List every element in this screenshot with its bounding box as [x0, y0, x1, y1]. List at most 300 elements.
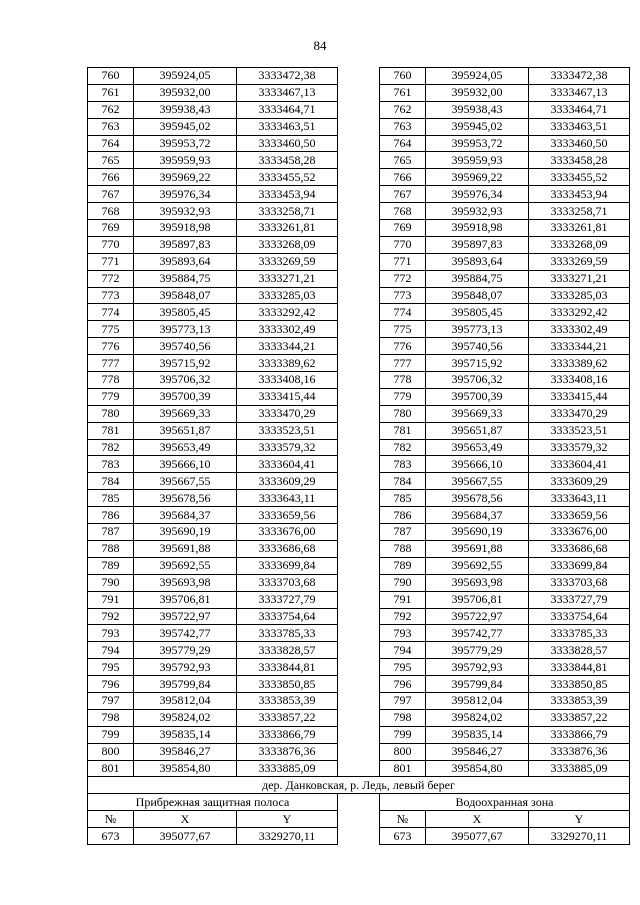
table-row	[88, 186, 630, 203]
x-value-right: 395897,83	[426, 236, 529, 253]
point-number-left: 788	[88, 540, 134, 557]
point-number-right: 783	[380, 456, 426, 473]
point-number-left: 780	[88, 405, 134, 422]
point-number-right: 762	[380, 101, 426, 118]
y-value-left: 3333271,21	[237, 270, 338, 287]
point-number-left: 773	[88, 287, 134, 304]
point-number-right: 764	[380, 135, 426, 152]
point-number-right: 763	[380, 118, 426, 135]
x-value-left: 395792,93	[134, 659, 237, 676]
x-value-left: 395846,27	[134, 743, 237, 760]
y-value-left: 3333659,56	[237, 507, 338, 524]
point-number-right: 797	[380, 692, 426, 709]
column-gap	[338, 118, 380, 135]
page-number: 84	[313, 38, 327, 53]
x-value-left: 395693,98	[134, 574, 237, 591]
x-value-right: 395953,72	[426, 135, 529, 152]
point-number-right: 768	[380, 203, 426, 220]
y-value-left: 3333676,00	[237, 524, 338, 541]
table-row	[88, 84, 630, 101]
y-value-right: 3333885,09	[529, 760, 630, 777]
y-value-left: 3333727,79	[237, 591, 338, 608]
column-gap	[338, 186, 380, 203]
point-number-left: 800	[88, 743, 134, 760]
column-gap	[338, 473, 380, 490]
point-number-left: 761	[88, 84, 134, 101]
y-value-left: 3333699,84	[237, 557, 338, 574]
y-value-left: 3333579,32	[237, 439, 338, 456]
point-number-left: 767	[88, 186, 134, 203]
y-value-right: 3333699,84	[529, 557, 630, 574]
x-value-right: 395700,39	[426, 388, 529, 405]
y-value-right: 3333302,49	[529, 321, 630, 338]
table-row	[88, 270, 630, 287]
point-number-right: 788	[380, 540, 426, 557]
table-row	[88, 152, 630, 169]
y-value-left: 3333853,39	[237, 692, 338, 709]
point-number-left: 764	[88, 135, 134, 152]
point-number-right: 782	[380, 439, 426, 456]
point-number-right: 760	[380, 68, 426, 85]
x-value-left: 395779,29	[134, 642, 237, 659]
column-gap	[338, 84, 380, 101]
y-value-right: 3333455,52	[529, 169, 630, 186]
column-gap	[338, 726, 380, 743]
point-number-left: 781	[88, 422, 134, 439]
point-number-right: 798	[380, 709, 426, 726]
x-value-left: 395690,19	[134, 524, 237, 541]
column-gap	[338, 760, 380, 777]
table-row	[88, 743, 630, 760]
point-number-right: 789	[380, 557, 426, 574]
table-row	[88, 355, 630, 372]
point-number-right: 778	[380, 372, 426, 389]
column-gap	[338, 101, 380, 118]
x-value-left: 395932,93	[134, 203, 237, 220]
x-value-left: 395835,14	[134, 726, 237, 743]
y-value-left: 3333302,49	[237, 321, 338, 338]
point-number-right: 792	[380, 608, 426, 625]
y-value-right: 3333408,16	[529, 372, 630, 389]
y-value-right: 3333470,29	[529, 405, 630, 422]
point-number-right: 776	[380, 338, 426, 355]
x-value-right: 395740,56	[426, 338, 529, 355]
y-value-right: 3333727,79	[529, 591, 630, 608]
left-zone-title: Прибрежная защитная полоса	[88, 794, 338, 811]
y-value-left: 3333470,29	[237, 405, 338, 422]
y-value-right: 3333285,03	[529, 287, 630, 304]
point-number-left: 796	[88, 676, 134, 693]
x-value-left: 395932,00	[134, 84, 237, 101]
header-x-left: X	[134, 811, 237, 828]
point-number-left: 765	[88, 152, 134, 169]
column-gap	[338, 676, 380, 693]
y-value-left: 3333458,28	[237, 152, 338, 169]
point-number-right: 790	[380, 574, 426, 591]
x-value-right: 395667,55	[426, 473, 529, 490]
x-value-left: 395959,93	[134, 152, 237, 169]
point-number-right: 775	[380, 321, 426, 338]
x-value-right: 395692,55	[426, 557, 529, 574]
point-number-right: 791	[380, 591, 426, 608]
point-number-left: 760	[88, 68, 134, 85]
table-row	[88, 118, 630, 135]
point-number-left: 785	[88, 490, 134, 507]
point-number-left: 799	[88, 726, 134, 743]
column-gap	[338, 203, 380, 220]
y-value-left: 3333523,51	[237, 422, 338, 439]
y-value-right: 3333686,68	[529, 540, 630, 557]
y-value-right: 3333844,81	[529, 659, 630, 676]
y-value-right: 3333472,38	[529, 68, 630, 85]
y-value-right: 3333866,79	[529, 726, 630, 743]
point-number-right: 800	[380, 743, 426, 760]
x-value-right: 395653,49	[426, 439, 529, 456]
y-value-left: 3333828,57	[237, 642, 338, 659]
table-row	[88, 456, 630, 473]
x-value-left: 395077,67	[134, 828, 237, 845]
column-gap	[338, 608, 380, 625]
table-row	[88, 253, 630, 270]
column-gap	[338, 355, 380, 372]
column-gap	[338, 709, 380, 726]
point-number-right: 799	[380, 726, 426, 743]
y-value-left: 3333408,16	[237, 372, 338, 389]
x-value-left: 395976,34	[134, 186, 237, 203]
column-gap	[338, 135, 380, 152]
point-number-left: 776	[88, 338, 134, 355]
y-value-left: 3333643,11	[237, 490, 338, 507]
point-number-left: 775	[88, 321, 134, 338]
y-value-right: 3333292,42	[529, 304, 630, 321]
x-value-right: 395805,45	[426, 304, 529, 321]
x-value-left: 395953,72	[134, 135, 237, 152]
x-value-right: 395959,93	[426, 152, 529, 169]
x-value-left: 395740,56	[134, 338, 237, 355]
y-value-left: 3333464,71	[237, 101, 338, 118]
x-value-right: 395690,19	[426, 524, 529, 541]
x-value-right: 395715,92	[426, 355, 529, 372]
point-number-right: 765	[380, 152, 426, 169]
column-gap	[338, 372, 380, 389]
column-gap	[338, 524, 380, 541]
point-number-right: 772	[380, 270, 426, 287]
x-value-right: 395932,00	[426, 84, 529, 101]
x-value-right: 395706,32	[426, 372, 529, 389]
y-value-left: 3333258,71	[237, 203, 338, 220]
x-value-left: 395669,33	[134, 405, 237, 422]
y-value-right: 3333785,33	[529, 625, 630, 642]
point-number-right: 794	[380, 642, 426, 659]
y-value-left: 3333850,85	[237, 676, 338, 693]
point-number-left: 789	[88, 557, 134, 574]
header-y-right: Y	[529, 811, 630, 828]
table-row	[88, 405, 630, 422]
point-number-left: 798	[88, 709, 134, 726]
column-gap	[338, 439, 380, 456]
y-value-right: 3333523,51	[529, 422, 630, 439]
table-row	[88, 338, 630, 355]
x-value-right: 395893,64	[426, 253, 529, 270]
y-value-left: 3333344,21	[237, 338, 338, 355]
y-value-left: 3333453,94	[237, 186, 338, 203]
x-value-right: 395812,04	[426, 692, 529, 709]
y-value-left: 3333455,52	[237, 169, 338, 186]
y-value-right: 3333258,71	[529, 203, 630, 220]
x-value-left: 395667,55	[134, 473, 237, 490]
y-value-left: 3333604,41	[237, 456, 338, 473]
x-value-left: 395651,87	[134, 422, 237, 439]
table-row	[88, 203, 630, 220]
point-number-right: 801	[380, 760, 426, 777]
x-value-left: 395812,04	[134, 692, 237, 709]
x-value-left: 395692,55	[134, 557, 237, 574]
y-value-right: 3333828,57	[529, 642, 630, 659]
table-row	[88, 169, 630, 186]
point-number-right: 673	[380, 828, 426, 845]
right-zone-title: Водоохранная зона	[380, 794, 630, 811]
y-value-right: 3333659,56	[529, 507, 630, 524]
x-value-right: 395799,84	[426, 676, 529, 693]
y-value-left: 3333876,36	[237, 743, 338, 760]
y-value-right: 3333853,39	[529, 692, 630, 709]
column-gap	[338, 321, 380, 338]
x-value-left: 395805,45	[134, 304, 237, 321]
x-value-left: 395706,32	[134, 372, 237, 389]
y-value-left: 3333268,09	[237, 236, 338, 253]
table-row	[88, 439, 630, 456]
column-gap	[338, 338, 380, 355]
x-value-right: 395792,93	[426, 659, 529, 676]
point-number-right: 780	[380, 405, 426, 422]
y-value-left: 3333285,03	[237, 287, 338, 304]
y-value-right: 3333344,21	[529, 338, 630, 355]
column-gap	[338, 456, 380, 473]
x-value-left: 395678,56	[134, 490, 237, 507]
column-gap	[338, 659, 380, 676]
column-gap	[338, 405, 380, 422]
column-gap	[338, 422, 380, 439]
point-number-left: 791	[88, 591, 134, 608]
y-value-right: 3333271,21	[529, 270, 630, 287]
x-value-right: 395824,02	[426, 709, 529, 726]
y-value-right: 3333676,00	[529, 524, 630, 541]
column-header-row	[88, 811, 630, 828]
point-number-left: 784	[88, 473, 134, 490]
y-value-right: 3333460,50	[529, 135, 630, 152]
table-row	[88, 642, 630, 659]
table-row	[88, 473, 630, 490]
coordinates-table	[87, 67, 630, 845]
y-value-right: 3329270,11	[529, 828, 630, 845]
column-gap	[338, 743, 380, 760]
x-value-right: 395706,81	[426, 591, 529, 608]
x-value-right: 395779,29	[426, 642, 529, 659]
x-value-right: 395651,87	[426, 422, 529, 439]
point-number-right: 787	[380, 524, 426, 541]
point-number-right: 767	[380, 186, 426, 203]
column-gap	[338, 220, 380, 237]
column-gap	[338, 152, 380, 169]
x-value-right: 395848,07	[426, 287, 529, 304]
column-gap	[338, 68, 380, 85]
y-value-right: 3333643,11	[529, 490, 630, 507]
column-gap	[338, 304, 380, 321]
point-number-left: 772	[88, 270, 134, 287]
point-number-left: 771	[88, 253, 134, 270]
x-value-right: 395938,43	[426, 101, 529, 118]
x-value-left: 395884,75	[134, 270, 237, 287]
point-number-right: 761	[380, 84, 426, 101]
x-value-right: 395666,10	[426, 456, 529, 473]
x-value-left: 395924,05	[134, 68, 237, 85]
column-gap	[338, 625, 380, 642]
x-value-right: 395835,14	[426, 726, 529, 743]
section-title: дер. Данковская, р. Ледь, левый берег	[88, 777, 630, 794]
x-value-left: 395799,84	[134, 676, 237, 693]
y-value-right: 3333754,64	[529, 608, 630, 625]
y-value-right: 3333453,94	[529, 186, 630, 203]
y-value-left: 3333389,62	[237, 355, 338, 372]
x-value-right: 395077,67	[426, 828, 529, 845]
x-value-left: 395742,77	[134, 625, 237, 642]
y-value-left: 3333686,68	[237, 540, 338, 557]
table-row	[88, 372, 630, 389]
column-gap	[338, 169, 380, 186]
table-row	[88, 101, 630, 118]
x-value-left: 395918,98	[134, 220, 237, 237]
column-gap	[338, 591, 380, 608]
column-gap	[338, 287, 380, 304]
x-value-left: 395773,13	[134, 321, 237, 338]
x-value-right: 395684,37	[426, 507, 529, 524]
column-gap	[338, 236, 380, 253]
x-value-right: 395722,97	[426, 608, 529, 625]
y-value-right: 3333464,71	[529, 101, 630, 118]
column-gap	[338, 253, 380, 270]
table-row	[88, 608, 630, 625]
x-value-left: 395824,02	[134, 709, 237, 726]
y-value-left: 3333844,81	[237, 659, 338, 676]
y-value-left: 3333460,50	[237, 135, 338, 152]
table-row	[88, 574, 630, 591]
table-row	[88, 490, 630, 507]
column-gap	[338, 507, 380, 524]
point-number-left: 769	[88, 220, 134, 237]
y-value-right: 3333857,22	[529, 709, 630, 726]
column-gap	[338, 388, 380, 405]
point-number-right: 773	[380, 287, 426, 304]
y-value-right: 3333458,28	[529, 152, 630, 169]
point-number-left: 795	[88, 659, 134, 676]
table-row	[88, 68, 630, 85]
y-value-right: 3333850,85	[529, 676, 630, 693]
x-value-left: 395666,10	[134, 456, 237, 473]
section-table-row	[88, 828, 630, 845]
point-number-right: 766	[380, 169, 426, 186]
x-value-left: 395700,39	[134, 388, 237, 405]
x-value-right: 395678,56	[426, 490, 529, 507]
table-row	[88, 540, 630, 557]
x-value-left: 395706,81	[134, 591, 237, 608]
x-value-right: 395918,98	[426, 220, 529, 237]
x-value-right: 395854,80	[426, 760, 529, 777]
table-row	[88, 524, 630, 541]
y-value-left: 3333866,79	[237, 726, 338, 743]
table-row	[88, 220, 630, 237]
point-number-left: 768	[88, 203, 134, 220]
y-value-right: 3333609,29	[529, 473, 630, 490]
column-gap	[338, 794, 380, 811]
point-number-left: 766	[88, 169, 134, 186]
column-gap	[338, 642, 380, 659]
point-number-right: 771	[380, 253, 426, 270]
x-value-left: 395691,88	[134, 540, 237, 557]
table-row	[88, 321, 630, 338]
y-value-left: 3333885,09	[237, 760, 338, 777]
point-number-right: 781	[380, 422, 426, 439]
y-value-right: 3333389,62	[529, 355, 630, 372]
y-value-left: 3333857,22	[237, 709, 338, 726]
y-value-right: 3333876,36	[529, 743, 630, 760]
point-number-left: 783	[88, 456, 134, 473]
table-row	[88, 304, 630, 321]
table-row	[88, 236, 630, 253]
x-value-left: 395848,07	[134, 287, 237, 304]
x-value-left: 395722,97	[134, 608, 237, 625]
x-value-left: 395945,02	[134, 118, 237, 135]
x-value-left: 395684,37	[134, 507, 237, 524]
table-row	[88, 135, 630, 152]
column-gap	[338, 811, 380, 828]
table-row	[88, 422, 630, 439]
point-number-right: 777	[380, 355, 426, 372]
point-number-right: 785	[380, 490, 426, 507]
x-value-right: 395884,75	[426, 270, 529, 287]
point-number-left: 762	[88, 101, 134, 118]
column-gap	[338, 828, 380, 845]
y-value-left: 3333609,29	[237, 473, 338, 490]
x-value-right: 395846,27	[426, 743, 529, 760]
point-number-left: 792	[88, 608, 134, 625]
table-row	[88, 676, 630, 693]
x-value-right: 395932,93	[426, 203, 529, 220]
point-number-left: 777	[88, 355, 134, 372]
y-value-left: 3333472,38	[237, 68, 338, 85]
point-number-left: 787	[88, 524, 134, 541]
point-number-left: 778	[88, 372, 134, 389]
table-row	[88, 591, 630, 608]
header-y-left: Y	[237, 811, 338, 828]
header-number-left: №	[88, 811, 134, 828]
y-value-left: 3333415,44	[237, 388, 338, 405]
point-number-left: 793	[88, 625, 134, 642]
column-gap	[338, 490, 380, 507]
header-number-right: №	[380, 811, 426, 828]
table-row	[88, 625, 630, 642]
x-value-right: 395924,05	[426, 68, 529, 85]
x-value-right: 395969,22	[426, 169, 529, 186]
y-value-left: 3333463,51	[237, 118, 338, 135]
x-value-left: 395969,22	[134, 169, 237, 186]
point-number-left: 770	[88, 236, 134, 253]
point-number-right: 795	[380, 659, 426, 676]
zone-title-row	[88, 794, 630, 811]
y-value-left: 3329270,11	[237, 828, 338, 845]
y-value-right: 3333467,13	[529, 84, 630, 101]
table-row	[88, 726, 630, 743]
y-value-right: 3333415,44	[529, 388, 630, 405]
